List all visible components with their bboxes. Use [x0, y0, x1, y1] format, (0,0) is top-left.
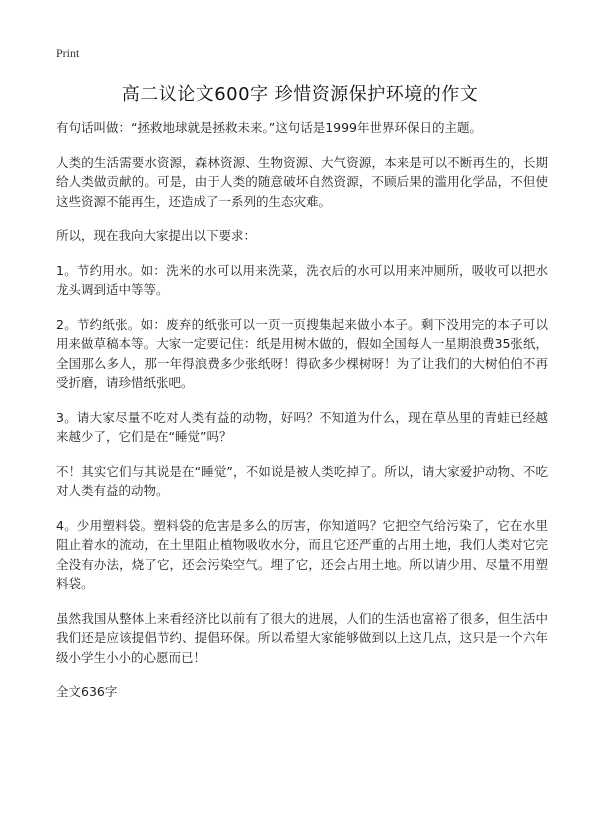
- paragraph-save-paper: 2。节约纸张。如：废弃的纸张可以一页一页搜集起来做小本子。剩下没用完的本子可以用来做草稿本等。大家一定要记住：纸是用树木做的，假如全国每人一星期浪费35张纸，全国那么多人，那一年得浪费多少张纸呀！得砍多少棵树呀！为了让我们的大树伯伯不再受折磨，请珍惜纸张吧。: [56, 316, 548, 390]
- article-body: [56, 118, 548, 702]
- paragraph-plastic-bags: 4。少用塑料袋。塑料袋的危害是多么的厉害，你知道吗？它把空气给污染了，它在水里阻止着水的流动，在土里阻止植物吸收水分，而且它还严重的占用土地，我们人类对它完全没有办法，烧了它，还会污染空气。埋了它，还会占用土地。所以请少用、尽量不用塑料袋。: [56, 517, 548, 591]
- paragraph-resources: 人类的生活需要水资源，森林资源、生物资源、大气资源，本来是可以不断再生的，长期给人类做贡献的。可是，由于人类的随意破坏自然资源，不顾后果的滥用化学品，不但使这些资源不能再生，还造成了一系列的生态灾难。: [56, 154, 548, 209]
- print-link[interactable]: Print: [56, 46, 80, 60]
- paragraph-conclusion: 虽然我国从整体上来看经济比以前有了很大的进展，人们的生活也富裕了很多，但生活中我们还是应该提倡节约、提倡环保。所以希望大家能够做到以上这几点，这只是一个六年级小学生小小的心愿而已！: [56, 610, 548, 665]
- paragraph-save-water: 1。节约用水。如：洗米的水可以用来洗菜，洗衣后的水可以用来冲厕所，吸收可以把水龙头调到适中等等。: [56, 262, 548, 297]
- article-title: 高二议论文600字 珍惜资源保护环境的作文: [121, 84, 479, 105]
- paragraph-intro: 有句话叫做：“拯救地球就是拯救未来。”这句话是1999年世界环保日的主题。: [56, 120, 483, 135]
- paragraph-protect-animals: 3。请大家尽量不吃对人类有益的动物，好吗？不知道为什么，现在草丛里的青蛙已经越来越少了，它们是在“睡觉”吗？: [56, 409, 548, 444]
- paragraph-frogs: 不！其实它们与其说是在“睡觉”，不如说是被人类吃掉了。所以，请大家爱护动物、不吃对人类有益的动物。: [56, 463, 548, 498]
- paragraph-requests-intro: 所以，现在我向大家提出以下要求：: [56, 228, 257, 243]
- word-count: 全文636字: [56, 684, 118, 699]
